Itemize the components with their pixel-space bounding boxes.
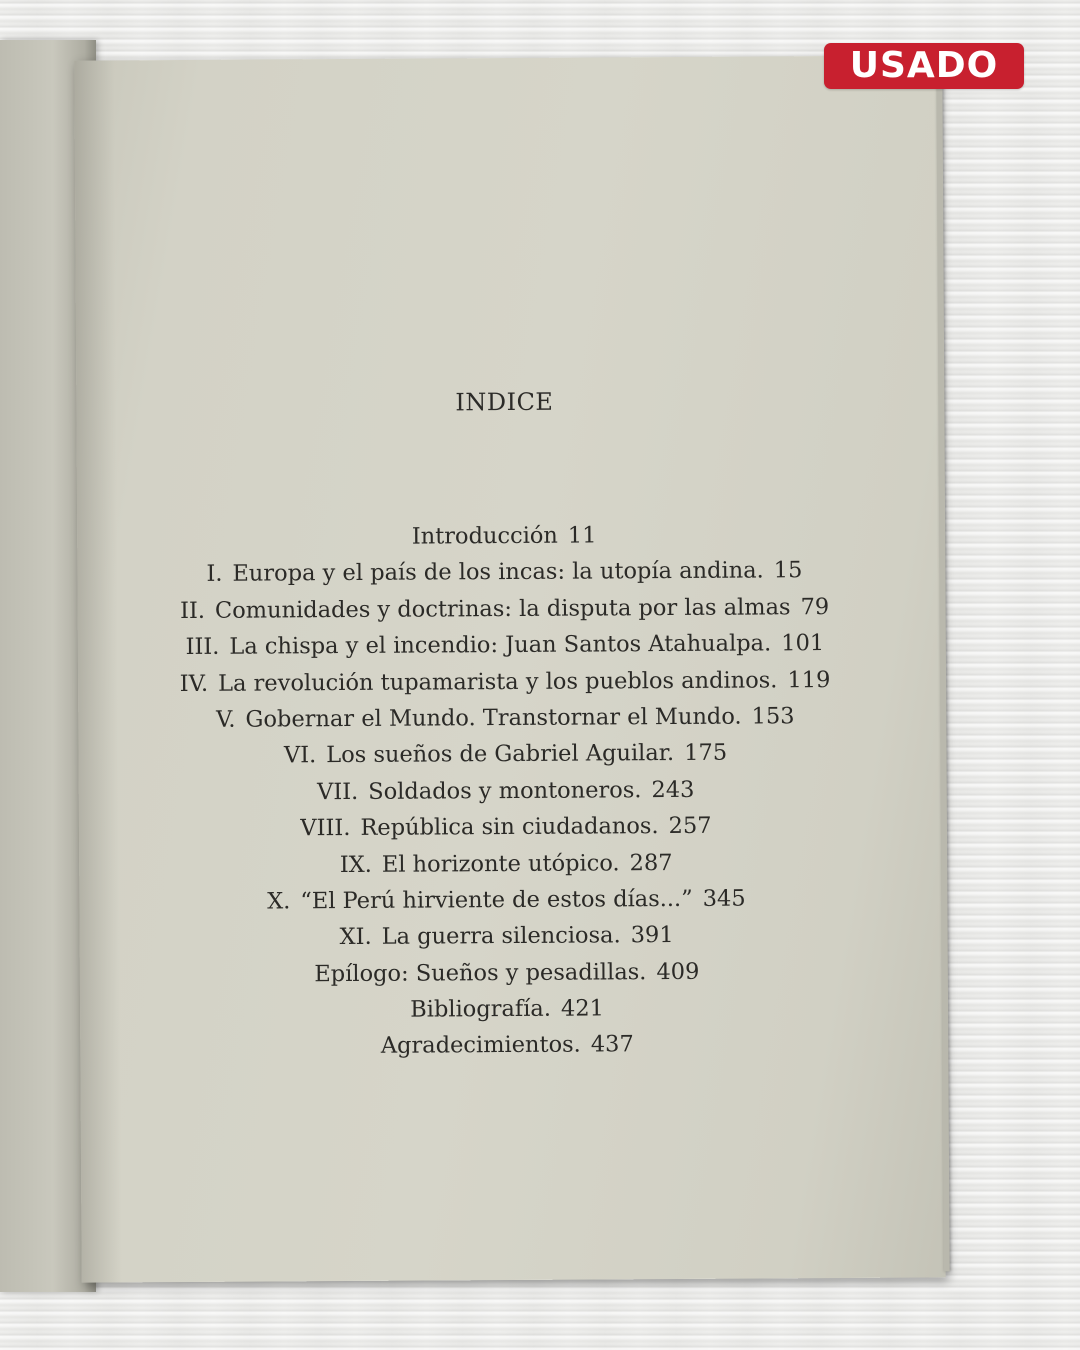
chapter-number: VIII. (300, 815, 351, 842)
toc-entry (68, 661, 942, 703)
toc-entry (68, 697, 942, 739)
page-number: 15 (773, 557, 803, 584)
chapter-number: IV. (179, 670, 209, 697)
page-number: 257 (668, 812, 712, 840)
page-number: 437 (590, 1031, 634, 1058)
toc-entry (70, 1025, 944, 1067)
toc-entry (68, 625, 942, 667)
toc-entry (68, 588, 942, 630)
page-number: 391 (630, 922, 674, 949)
chapter-number: III. (185, 633, 220, 661)
chapter-number: IX. (339, 851, 372, 878)
chapter-title: Agradecimientos. (380, 1032, 581, 1060)
chapter-title: La guerra silenciosa. (381, 922, 621, 951)
chapter-title: “El Perú hirviente de estos días...” (300, 885, 693, 915)
page-number: 409 (656, 958, 700, 985)
page-number: 345 (702, 885, 746, 912)
chapter-title: La chispa y el incendio: Juan Santos Atahualpa. (229, 630, 772, 660)
toc-entry (69, 843, 943, 885)
page-number: 11 (567, 522, 597, 549)
chapter-number: X. (267, 888, 291, 915)
chapter-title: Europa y el país de los incas: la utopía andina. (232, 557, 764, 588)
chapter-title: Bibliografía. (410, 995, 552, 1023)
page-number: 175 (684, 740, 728, 767)
toc-entry (68, 734, 942, 776)
toc-entry (70, 988, 944, 1030)
page-number: 101 (781, 630, 825, 657)
chapter-title: La revolución tupamarista y los pueblos andinos. (218, 666, 778, 697)
chapter-number: XI. (339, 924, 372, 951)
page-number: 79 (800, 593, 830, 621)
book-page (74, 55, 945, 1282)
toc-entry (67, 552, 941, 594)
chapter-number: I. (206, 561, 223, 588)
chapter-number: VI. (283, 742, 317, 769)
used-badge: USADO (824, 43, 1024, 89)
chapter-title: Soldados y montoneros. (368, 776, 642, 805)
chapter-number: VII. (316, 778, 359, 805)
chapter-number: II. (179, 597, 206, 624)
chapter-title: Introducción (411, 522, 558, 550)
chapter-title: El horizonte utópico. (381, 849, 620, 878)
chapter-title: Gobernar el Mundo. Transtornar el Mundo. (245, 703, 742, 733)
chapter-title: Los sueños de Gabriel Aguilar. (326, 740, 675, 769)
page-number: 421 (560, 995, 604, 1022)
page-number: 243 (651, 776, 695, 803)
toc-entry (69, 806, 943, 848)
page-title: INDICE (455, 387, 554, 417)
chapter-title: Comunidades y doctrinas: la disputa por las almas (214, 594, 791, 624)
toc-entry (69, 770, 943, 812)
toc-entry (70, 916, 944, 958)
toc-entry (67, 515, 941, 557)
chapter-number: V. (215, 706, 236, 733)
chapter-title: Epílogo: Sueños y pesadillas. (314, 958, 647, 987)
toc-entry (69, 879, 943, 921)
page-number: 119 (787, 666, 831, 693)
toc-entry (70, 952, 944, 994)
page-number: 287 (629, 849, 673, 876)
chapter-title: República sin ciudadanos. (360, 813, 659, 842)
table-of-contents (77, 515, 944, 1066)
page-number: 153 (751, 703, 795, 730)
